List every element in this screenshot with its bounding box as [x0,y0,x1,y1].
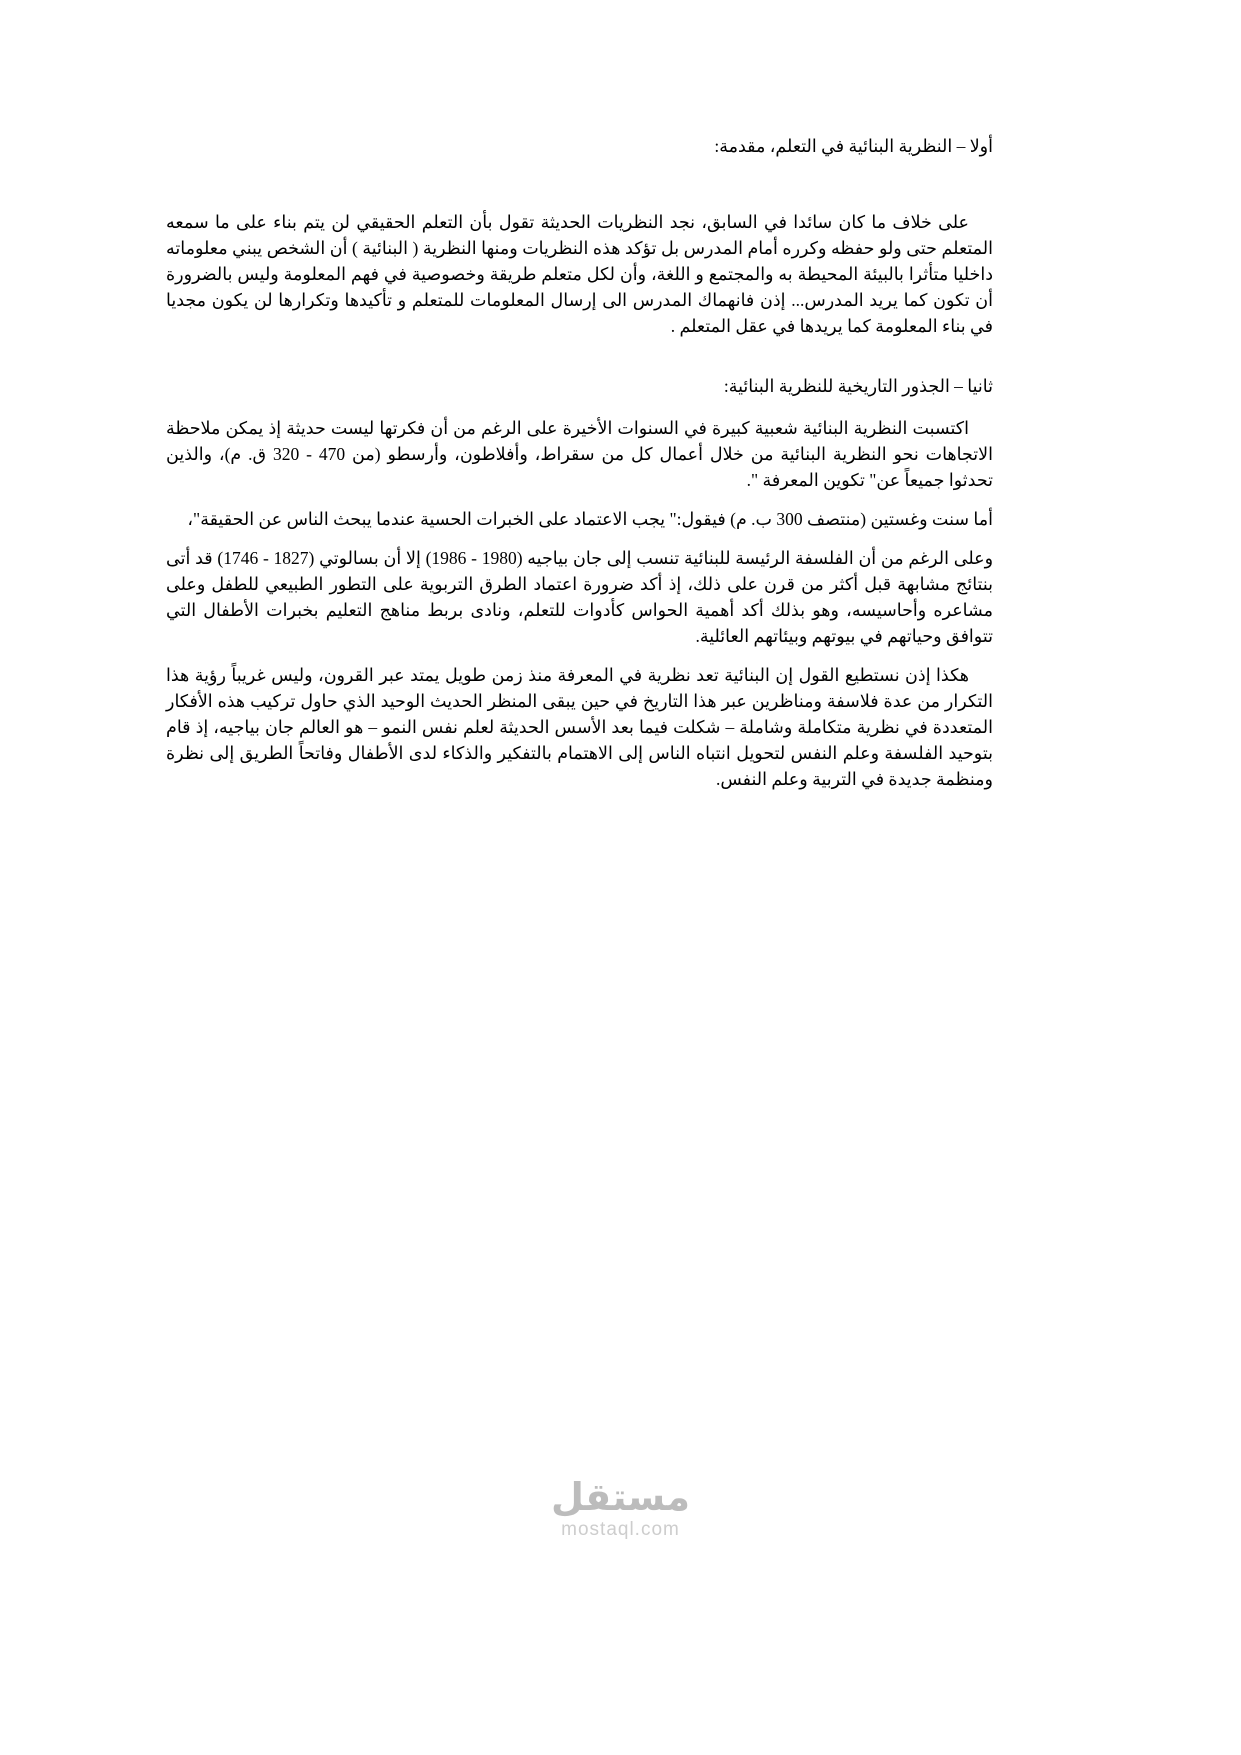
paragraph-history-piaget-pestalozzi: وعلى الرغم من أن الفلسفة الرئيسة للبنائية تنسب إلى جان بياجيه ‪(1986 - 1980)‬ إلا أن بسالوتي ‪(1746 - 1827)‬ قد أتى بنتائج مشابهة قبل أكثر من قرن على ذلك، إذ أكد ضرورة اعتماد الطرق التربوية على التطور الطبيعي للطفل وعلى مشاعره وأحاسيسه، وهو بذلك أكد أهمية الحواس كأدوات للتعلم، ونادى بربط مناهج التعليم بخبرات الأطفال التي تتوافق وحياتهم في بيوتهم وبيئاتهم العائلية. [166,548,994,646]
section-heading-intro: أولا – النظرية البنائية في التعلم، مقدمة: [714,136,993,156]
paragraph-intro: على خلاف ما كان سائدا في السابق، نجد النظريات الحديثة تقول بأن التعلم الحقيقي لن يتم بناء على ما سمعه المتعلم حتى ولو حفظه وكرره أمام المدرس بل تؤكد هذه النظريات ومنها النظرية ( البنائية ) أن الشخص يبني معلوماته داخليا متأثرا بالبيئة المحيطة به والمجتمع و اللغة، وأن لكل متعلم طريقة وخصوصية في فهم المعلومة وليس بالضرورة أن تكون كما يريد المدرس... إذن فانهماك المدرس الى إرسال المعلومات للمتعلم و تأكيدها وتكرارها لن يكون مجديا في بناء المعلومة كما يريدها في عقل المتعلم . [166,212,993,336]
paragraph-history-augustine: أما سنت وغستين (منتصف 300 ب. م) فيقول:" يجب الاعتماد على الخبرات الحسية عندما يبحث الناس عن الحقيقة"، [187,509,993,529]
paragraph-history-conclusion: هكذا إذن نستطيع القول إن البنائية تعد نظرية في المعرفة منذ زمن طويل يمتد عبر القرون، وليس غريباً رؤية هذا التكرار من عدة فلاسفة ومناظرين عبر هذا التاريخ في حين يبقى المنظر الحديث الوحيد الذي حاول تركيب هذه الأفكار المتعددة في نظرية متكاملة وشاملة – شكلت فيما بعد الأسس الحديثة لعلم نفس النمو – هو العالم جان بياجيه، إذ قام بتوحيد الفلسفة وعلم النفس لتحويل انتباه الناس إلى الاهتمام بالتفكير والذكاء لدى الأطفال وفاتحاً الطريق إلى نظرة ومنظمة جديدة في التربية وعلم النفس. [166,665,993,789]
section-heading-history: ثانيا – الجذور التاريخية للنظرية البنائية: [723,376,993,396]
mostaql-logo: مستقل [551,1475,690,1519]
document-content [166,133,993,805]
mostaql-watermark [0,1476,1241,1542]
paragraph-history-origins: اكتسبت النظرية البنائية شعبية كبيرة في السنوات الأخيرة على الرغم من أن فكرتها ليست حديثة إذ يمكن ملاحظة الاتجاهات نحو النظرية البنائية من خلال أعمال كل من سقراط، وأفلاطون، وأرسطو (من ‪320 - 470‬ ق. م)، والذين تحدثوا جميعاً عن" تكوين المعرفة ". [166,418,994,490]
mostaql-url: mostaql.com [561,1519,680,1540]
